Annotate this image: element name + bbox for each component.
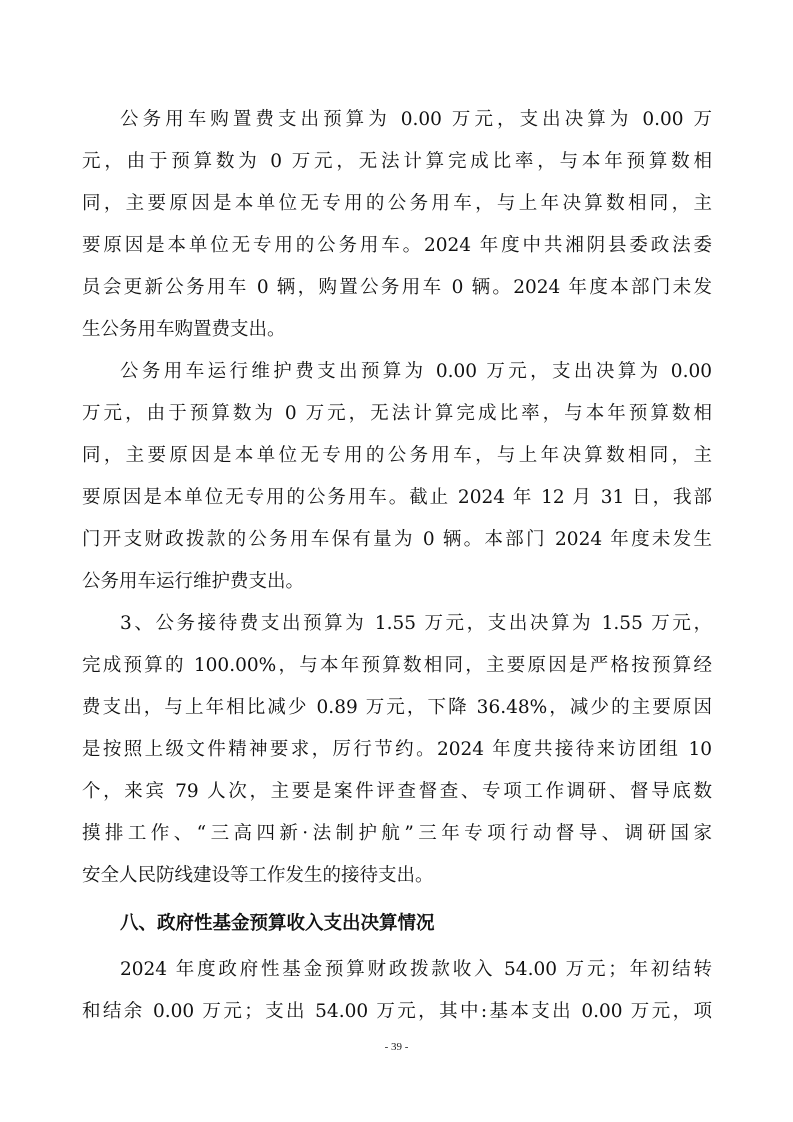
text-line: 个，来宾 79 人次，主要是案件评查督查、专项工作调研、督导底数: [82, 781, 712, 802]
text-line: 2024 年度政府性基金预算财政拨款收入 54.00 万元；年初结转: [120, 959, 712, 980]
text-line: 费支出，与上年相比减少 0.89 万元，下降 36.48%，减少的主要原因: [82, 697, 712, 718]
section-heading: 八、政府性基金预算收入支出决算情况: [120, 913, 435, 934]
text-line: 3、公务接待费支出预算为 1.55 万元，支出决算为 1.55 万元，: [120, 613, 712, 634]
text-line: 门开支财政拨款的公务用车保有量为 0 辆。本部门 2024 年度未发生: [82, 529, 712, 550]
text-line: 元，由于预算数为 0 万元，无法计算完成比率，与本年预算数相: [82, 151, 712, 172]
text-line: 同，主要原因是本单位无专用的公务用车，与上年决算数相同，主: [82, 445, 712, 466]
text-line: 万元，由于预算数为 0 万元，无法计算完成比率，与本年预算数相: [82, 403, 712, 424]
page-number: - 39 -: [384, 1041, 409, 1053]
text-line: 要原因是本单位无专用的公务用车。2024 年度中共湘阴县委政法委: [82, 235, 712, 256]
text-line: 同，主要原因是本单位无专用的公务用车，与上年决算数相同，主: [82, 193, 712, 214]
text-line: 要原因是本单位无专用的公务用车。截止 2024 年 12 月 31 日，我部: [82, 487, 712, 508]
text-line: 安全人民防线建设等工作发生的接待支出。: [82, 865, 434, 886]
text-line: 公务用车购置费支出预算为 0.00 万元，支出决算为 0.00 万: [120, 109, 712, 130]
text-line: 员会更新公务用车 0 辆，购置公务用车 0 辆。2024 年度本部门未发: [82, 277, 712, 298]
text-line: 公务用车运行维护费支出。: [82, 571, 305, 592]
text-line: 生公务用车购置费支出。: [82, 319, 286, 340]
text-line: 是按照上级文件精神要求，厉行节约。2024 年度共接待来访团组 10: [82, 739, 712, 760]
text-line: 和结余 0.00 万元；支出 54.00 万元，其中:基本支出 0.00 万元，项: [82, 1001, 712, 1022]
text-line: 公务用车运行维护费支出预算为 0.00 万元，支出决算为 0.00: [120, 361, 712, 382]
text-line: 完成预算的 100.00%，与本年预算数相同，主要原因是严格按预算经: [82, 655, 712, 676]
text-line: 摸排工作、“三高四新·法制护航”三年专项行动督导、调研国家: [82, 823, 712, 844]
